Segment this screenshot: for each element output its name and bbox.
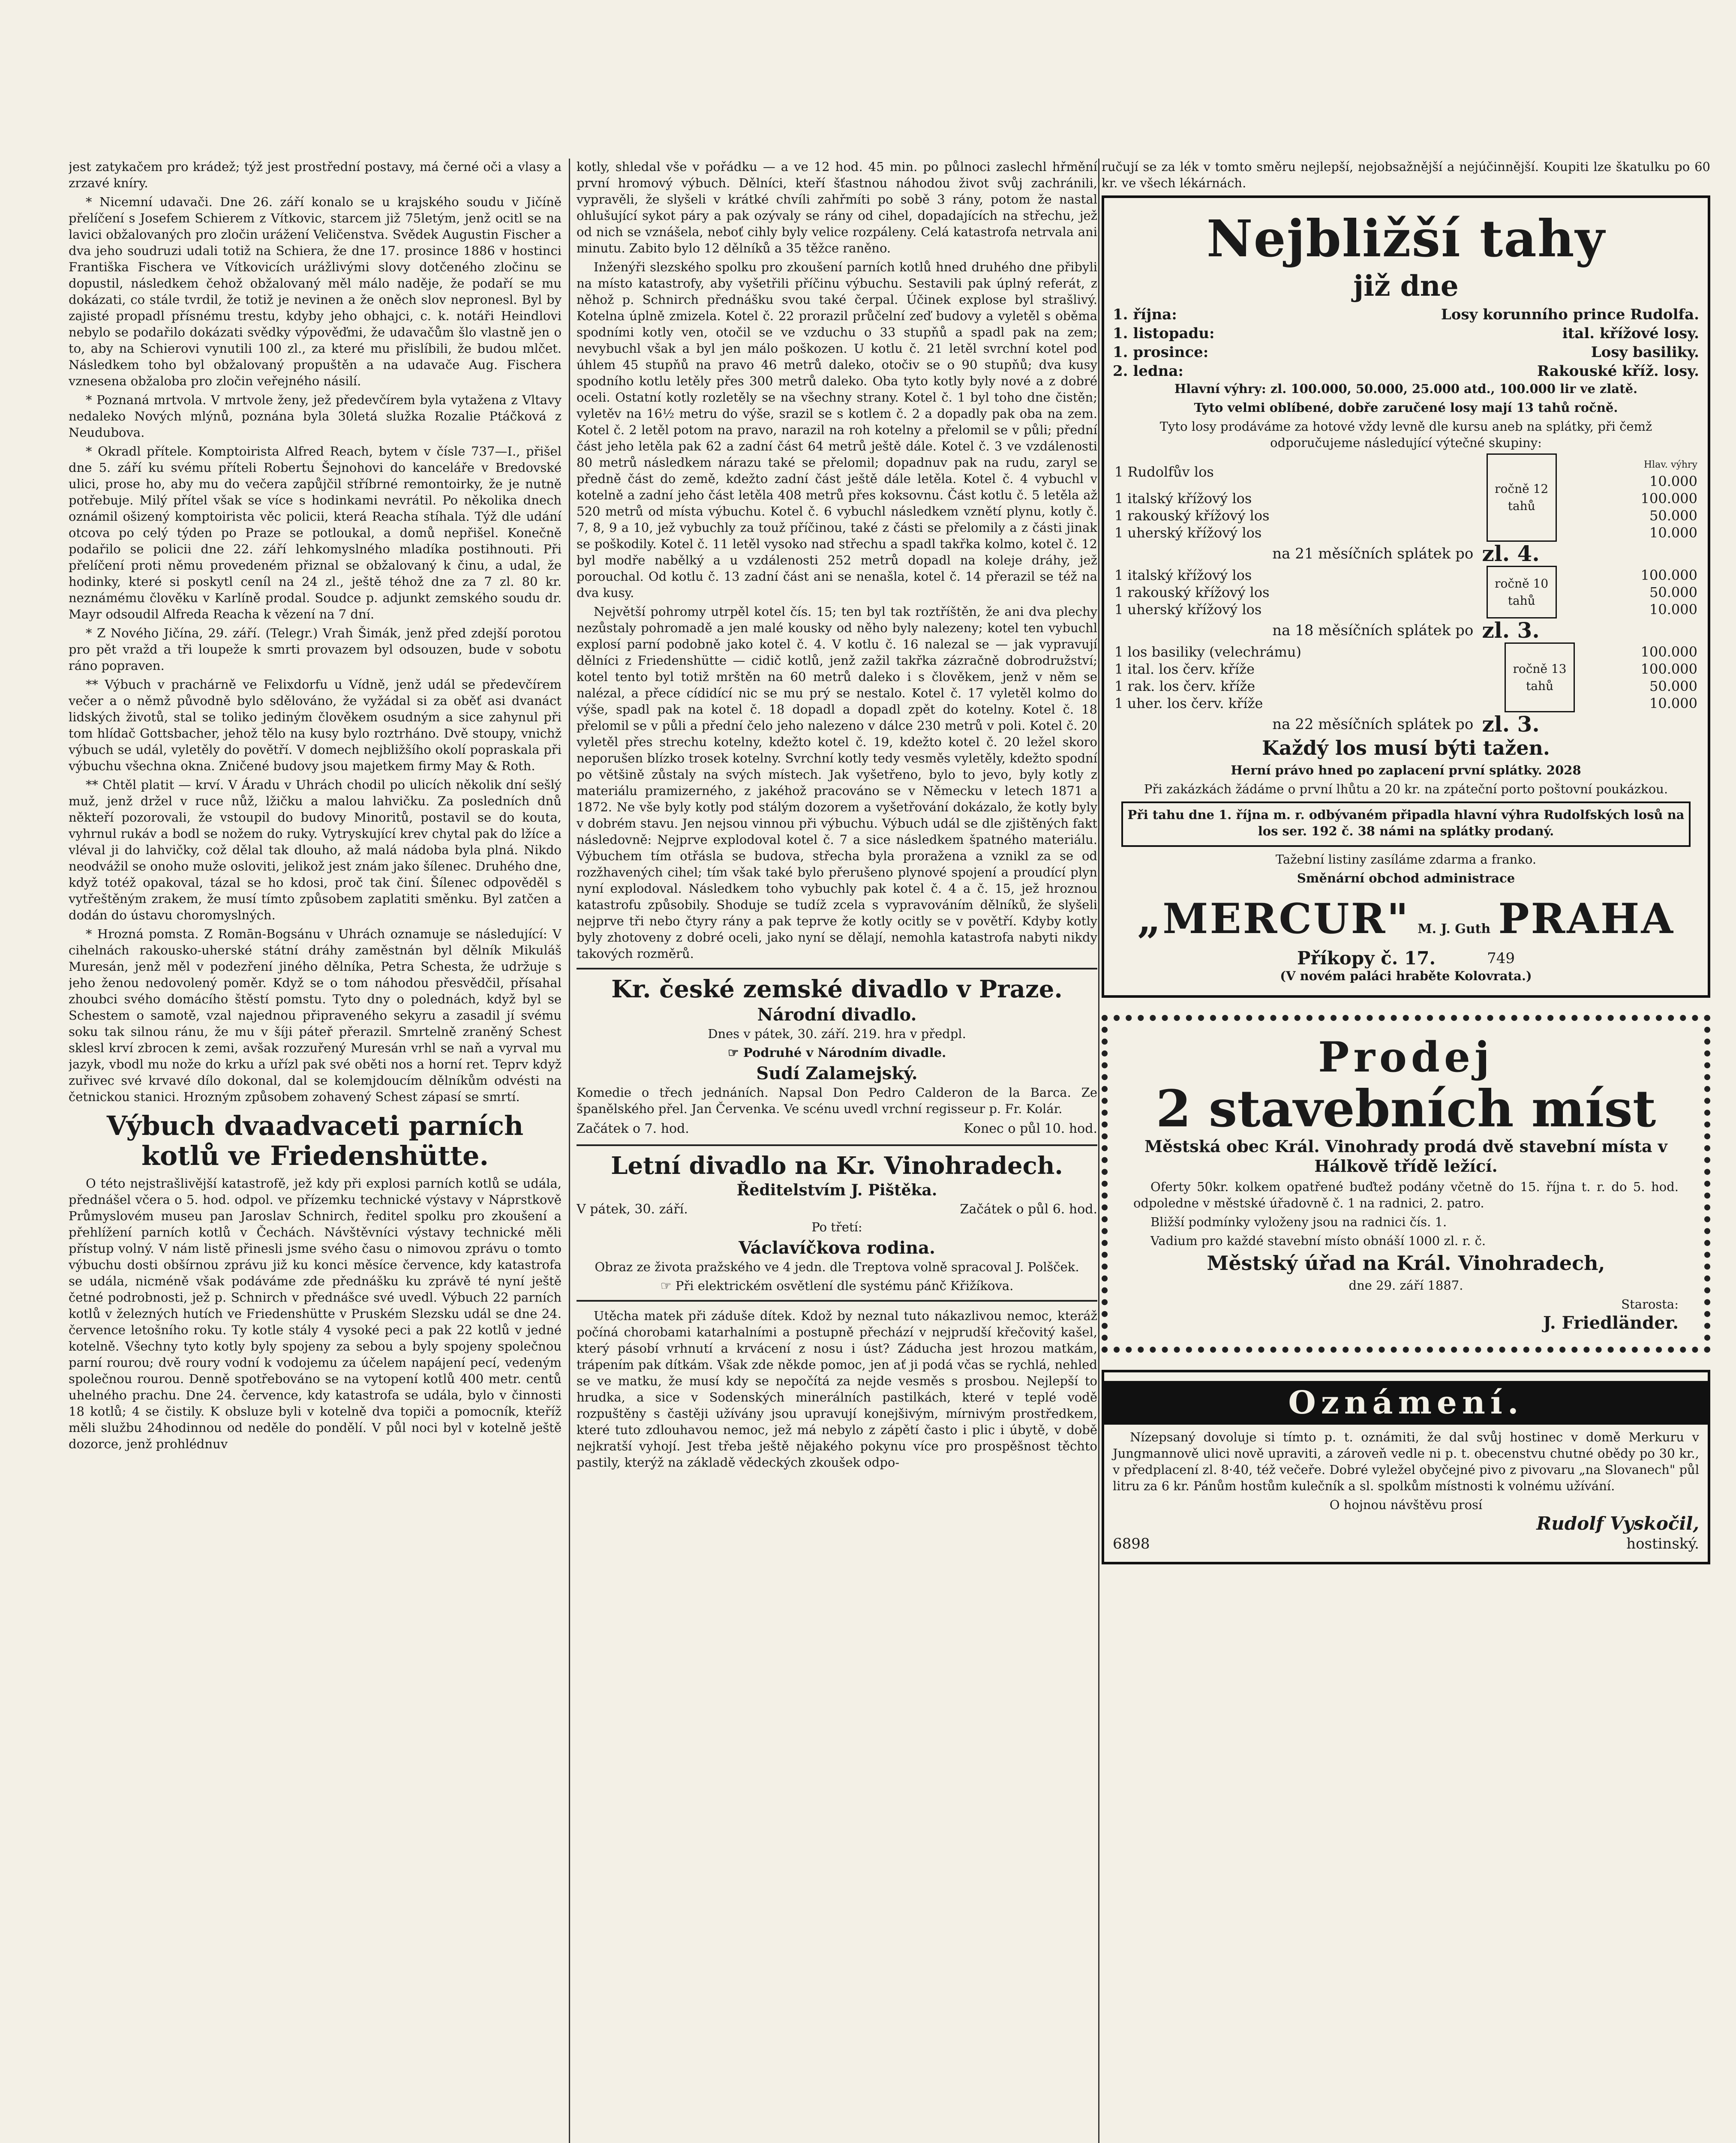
theatre-end: Konec o půl 10. hod.: [964, 1121, 1097, 1136]
prize-header: Hlav. výhry: [1643, 459, 1697, 470]
paragraph: * Poznaná mrtvola. V mrtvole ženy, jež předevčírem byla vytažena z Vltavy nedaleko Nových mlýnů, poznána byla 30letá služka Rozalie Ptáčková z Neudubova.: [69, 393, 562, 440]
paragraph: * Z Nového Jičína, 29. září. (Telegr.) Vrah Šimák, jenž před zdejší porotou pro pět vražd a tři loupeže k smrti provazem byl odsouzen, bude v sobotu ráno popraven.: [69, 626, 562, 673]
line-text: Losy korunního prince Rudolfa.: [1441, 306, 1699, 323]
lottery-line: [1113, 324, 1699, 343]
group-value: 10.000: [1649, 524, 1697, 541]
lottery-group-3: [1113, 642, 1699, 712]
theatre-date: V pátek, 30. září.: [577, 1202, 688, 1217]
theatre-subtitle: Národní divadlo.: [757, 1005, 917, 1025]
paragraph: * Okradl přítele. Komptoirista Alfred Reach, bytem v čísle 737—I., přišel dne 5. září ku svému příteli Robertu Šejnohovi do kanceláře v Bredovské ulici, prose ho, aby mu do večera zapůjčil stříbrné remontoirky, že je nutně potřebuje. Milý přítel však se více s hodinkami nevrátil. Po několika dnech oznámil ošizený komptoirista věc policii, která Reacha stíhala. Týž dle udání otcova po celý týden po Praze se potloukal, a domů nepřišel. Konečně podařilo se policii dne 22. září lehkomyslného mladíka postihnouti. Při přelíčení proti němu provedeném přiznal se obžalovaný k činu, a udal, že hodinky, které si poskytl ceníl na 24 zl., ještě téhož dne za 7 zl. 80 kr. neznámému člověku v Karlíně prodal. Soudce p. adjunkt zemského soudu dr. Mayr odsoudil Alfreda Reacha k vězení na 7 dní.: [69, 444, 562, 621]
group-item: 1 italský křížový los: [1114, 567, 1252, 583]
theatre-desc: Obraz ze života pražského ve 4 jedn. dle Treptova volně spracoval J. Polšček.: [595, 1260, 1079, 1274]
group-item: 1 rakouský křížový los: [1114, 507, 1270, 524]
group-item: 1 uherský křížový los: [1114, 601, 1262, 618]
group-value-text: 10.000: [1649, 473, 1697, 489]
paragraph: Inženýři slezského spolku pro zkoušení parních kotlů hned druhého dne přibyli na místo katastrofy, aby vyšetřili příčinu výbuchu. Sestavili pak úplný referát, z něhož p. Schnirch přednášku svou také čerpal. Účinek explose byl strašlivý. Kotelna úplně zmizela. Kotel č. 22 prorazil průčelní zeď budovy a vyletěl s oběma spodními kotly ven, otočil se ve vzduchu o 33 stupňů a spadl pak na zem; nevybuchl však a byl jen málo poškozen. U kotlu č. 21 letěl svrchní kotel pod úhlem 45 stupňů na pravo 46 metrů daleko, otočiv se o 90 stupňů; dva kusy spodního kotlu letěly přes 300 metrů daleko. Oba tyto kotly byly nové a z dobré oceli. Ostatní kotly rozletěly se na všechny strany. Kotel č. 1 byl toho dne čistěn; vyletěv na 16½ metru do výše, srazil se s kotlem č. 2 a dopadly pak oba na zem. Kotel č. 2 letěl potom na pravo, narazil na roh kotelny a přelomil se v půli; přední část jeho letěla pak 62 a zadní část 64 metrů ještě dále. Kotel č. 3 ve vzdálenosti 80 metrů následkem nárazu také se přelomil; dopadnuv pak na rudu, zaryl se předně část do země, kdežto zadní část ještě dále letěla. Kotel č. 4 vybuchl v kotelně a zadní jeho část letěla 408 metrů přes koksovnu. Část kotlu č. 5 letěla až 520 metrů od místa výbuchu. Kotel č. 6 vybuchl následkem vznětí plynu, kotly č. 7, 8, 9 a 10, jež vybuchly za touž příčinou, také z části se přelomily a z části jinak se poškodily. Kotel č. 11 letěl vysoko nad střechu a spadl takřka kolmo, kotel č. 12 byl modře nabělký a u vzdálenosti 252 metrů dopadl na koleje dráhy, jež porouchal. Od kotlu č. 13 zadní část ani se nenašla, kotel č. 14 přerazil se též na dva kusy.: [577, 260, 1097, 600]
theatre-times: [577, 1120, 1097, 1138]
theatre-note-text: Podruhé v Národním divadle.: [743, 1045, 946, 1060]
boxed-note: [1121, 801, 1691, 847]
lottery-prizes: Hlavní výhry: zl. 100.000, 50.000, 25.000 atd., 100.000 lir ve zlatě.: [1174, 381, 1638, 396]
sale-headline: 2 stavebních míst: [1156, 1079, 1656, 1138]
theatre-ad-2: [577, 1152, 1097, 1294]
theatre-note: [577, 1044, 1097, 1061]
free-lists: Tažební listiny zasíláme zdarma a franko.: [1275, 852, 1537, 867]
group-value: 100.000: [1640, 490, 1697, 507]
ref-number: 2028: [1546, 763, 1581, 777]
line-date: 1. prosince:: [1113, 344, 1209, 361]
hand-icon: ☞: [660, 1279, 676, 1293]
column-1: [69, 159, 562, 2143]
theatre-start: Začátek o půl 6. hod.: [960, 1202, 1097, 1217]
line-text: Rakouské kříž. losy.: [1537, 363, 1699, 380]
lottery-popular: Tyto velmi oblíbené, dobře zaručené losy mají 13 tahů ročně.: [1194, 400, 1618, 415]
paragraph: ** Výbuch v prachárně ve Felixdorfu u Vídně, jenž udál se předevčírem večer a o němž původně bylo sdělováno, že vyžádal si za oběť asi dvanáct lidských životů, stal se toliko jediným člověkem osudným a sice zahynul při tom hlídač Gottsbacher, jehož tělo na kusy bylo roztrháno. Dvě stoupy, vnichž výbuch se udál, vyletěly do povětří. V domech nejbližšího okolí popraskala při výbuchu všechna okna. Zničené budovy jsou majetkem firmy May & Roth.: [69, 677, 562, 773]
sale-title: Prodej: [1318, 1033, 1494, 1081]
theatre-third: Po třetí:: [811, 1220, 862, 1234]
announcement-role: hostinský.: [1626, 1535, 1699, 1552]
sale-name: J. Friedländer.: [1543, 1313, 1679, 1333]
installments-text: na 21 měsíčních splátek po: [1272, 545, 1474, 562]
installments-amount: zl. 3.: [1482, 711, 1540, 737]
group-box: ročně 12 tahů: [1487, 454, 1556, 541]
theatre-play: Sudí Zalamejský.: [756, 1063, 918, 1084]
paragraph: O této nejstrašlivější katastrofě, jež kdy při explosi parních kotlů se udála, přednášel včera o 5. hod. odpol. ve přízemku technické výstavy v Náprstkově Průmyslovém museu pan Jaroslav Schnirch, ředitel spolku pro zkoušení a přehlížení parních kotlů v Čechách. Návštěvníci výstavy technické měli přístup volný. V nám listě přinesli jsme svého času o nimovou zprávu o tomto výbuchu dosti obšírnou zprávu již ku konci měsíce července, kdy katastrofa se udála, nicméně však podáváme zde přednášku ku zprávě té nyní ještě četné podrobnosti, jež p. Schnirch v přednášce své uvedl. Výbuch 22 parních kotlů v železných hutích ve Friedenshütte v Pruském Slezsku udál se dne 24. července letošního roku. Ty kotle stály 4 vysoké peci a pak 22 kotlů v jedné kotelně. Všechny tyto kotly byly spojeny za sebou a byly spojeny společnou parní rourou; dvě roury vodní k vodojemu za účelem napájení pecí, vedeným společnou rourou. Denně spotřebováno se na vytopení kotlů 400 metr. centů uhelného prachu. Dne 24. července, kdy katastrofa se udála, bylo v činnosti 18 kotlů; 4 se čistily. K obsluze byli v kotelně dva topiči a pomocník, kteříž měli službu 24hodinnou od neděle do pondělí. V půl noci byl v kotelně ještě dozorce, jenž prohlédnuv: [69, 1176, 562, 1451]
group-value: 100.000: [1640, 643, 1697, 660]
theatre-title: Letní divadlo na Kr. Vinohradech.: [611, 1152, 1063, 1180]
group-value: 50.000: [1649, 584, 1697, 600]
group-installments: [1113, 541, 1699, 566]
sale-date: dne 29. září 1887.: [1349, 1278, 1463, 1293]
sale-text-1: Městská obec Král. Vinohrady prodá dvě stavební místa v Hálkově třídě ležící.: [1144, 1137, 1667, 1176]
lottery-sell: Tyto losy prodáváme za hotové vždy levně dle kursu aneb na splátky, při čemž odporučujeme následující výtečné skupiny:: [1159, 419, 1652, 450]
group-item: 1 uherský křížový los: [1114, 524, 1262, 541]
hand-icon: ☞: [727, 1045, 743, 1060]
divider: [577, 1300, 1097, 1302]
group-item: 1 rak. los červ. kříže: [1114, 678, 1255, 694]
theatre-date: Dnes v pátek, 30. září. 219. hra v předpl.: [708, 1026, 966, 1041]
land-sale-ad: [1102, 1015, 1710, 1353]
lottery-group-1: [1113, 453, 1699, 542]
theatre-times: [577, 1200, 1097, 1219]
lottery-line: [1113, 362, 1699, 381]
column-3: [1102, 159, 1710, 2143]
lottery-ad: [1102, 195, 1710, 998]
sale-text-4: Vadium pro každé stavební místo obnáší 1000 zl. r. č.: [1150, 1234, 1486, 1248]
installments-text: na 18 měsíčních splátek po: [1272, 622, 1474, 639]
column-rule: [569, 159, 570, 2143]
announcement-ad: [1102, 1370, 1710, 1564]
theatre-note-text: Při elektrickém osvětlení dle systému pánč Křižíkova.: [675, 1279, 1014, 1293]
group-item: 1 ital. los červ. kříže: [1114, 660, 1255, 677]
paragraph: * Nicemní udavači. Dne 26. září konalo se u krajského soudu v Jičíně přelíčení s Josefem Schierem z Vítkovic, starcem již 75letým, jenž ocitl se na lavici obžalovaných pro zločin urážení Veličenstva. Svědek Augustin Fischer a dva jeho soudruzi udali totiž na Schiera, že dne 17. prosince 1886 v hostinci Františka Fischera ve Vítkovicích urážlivými slovy dotčeného zločinu se dopustil, následkem čehož obžalovaný měl málo naděje, že podaří se mu dokázati, co stále tvrdil, že totiž je nevinen a že oněch slov nepronesl. Byl by zajisté propadl přísnému trestu, kdyby jeho obhajci, c. k. notáři Heindlovi nebylo se podařilo dokázati svědky výpověďmi, že udavačům šlo vlastně jen o to, aby na Schierovi vynutili 100 zl., za které mu přislíbili, že budou mlčet. Následkem toho byl obžalovaný propuštěn a na udavače Aug. Fischera vznesena obžaloba pro zločin veřejného násilí.: [69, 195, 562, 388]
group-box: ročně 13 tahů: [1505, 643, 1574, 712]
line-date: 1. října:: [1113, 306, 1177, 323]
group-value: 100.000: [1640, 567, 1697, 583]
lottery-group-2: [1113, 566, 1699, 618]
group-item: 1 uher. los červ. kříže: [1114, 695, 1263, 711]
theatre-title: Kr. české zemské divadlo v Praze.: [611, 975, 1063, 1003]
paragraph: Největší pohromy utrpěl kotel čís. 15; ten byl tak roztříštěn, že ani dva plechy nezůstaly pohromadě a jen malé kousky od něho byly nalezeny; kotel ten vybuchl explosí parní podobně jako kotel č. 4. V kotlu č. 16 nalezal se — jak vypravují dělníci z Friedenshütte — cidič kotlů, jenž zažil takřka zázračně dobrodružství; kotel tento byl totiž mrštěn na 60 metrů daleko i s člověkem, jenž v něm se nalézal, a přece cídidící nic se mu prý se nestalo. Kotel č. 17 vyletěl kolmo do výše, spadl pak na kotel č. 18 dopadl a dopadl zpět do kotelny. Kotel č. 18 přelomil se v půli a přední čelo jeho nalezeno v dálce 230 metrů v poli. Kotel č. 20 vyletěl přes strechu kotelny, kdežto kotel č. 19, kdežto kotel č. 20 ležel skoro neporušen blízko trosek kotelny. Svrchní kotly tedy vesměs vyletěly, kdežto spodní po většině zůstaly na svých místech. Jak vyšetřeno, bylo to jevo, byly kotly z materiálu pramizerného, z jakéhož pracováno se v Německu v letech 1871 a 1872. Ne vše byly kotly pod stálým dozorem a vyšetřování dokázalo, že kotly byly v dobrém stavu. Jen nejsou vinnou při výbuchu. Výbuch udál se dle zjištěných fakt následovně: Nejprve explodoval kotel č. 7 a sice následkem špatného materiálu. Výbuchem tím otřásla se budova, střecha byla proražena a vznikl za se od rozžhavených cihel; tím však také bylo přerušeno plynové spojení a proudící plyn nyní explodoval. Následkem toho vybuchly pak kotel č. 4 a č. 15, jež hroznou katastrofu způsobily. Shoduje se tudíž zcela s vypravováním dělníků, že slyšeli nejprve tři nebo čtyry rány a pak teprve že kotly ocitly se v povětří. Kdyby kotly byly zhotoveny z dobré oceli, jako nyní se dělají, nemohla katastrofa nabyti nikdy takových rozměrů.: [577, 604, 1097, 961]
divider: [577, 1144, 1097, 1146]
group-installments: [1113, 618, 1699, 643]
paragraph: jest zatykačem pro krádež; týž jest prostřední postavy, má černé oči a vlasy a zrzavé kníry.: [69, 159, 562, 190]
group-value: 100.000: [1640, 660, 1697, 677]
office: Směnární obchod administrace: [1297, 871, 1515, 885]
announcement-title: Oznámení.: [1104, 1381, 1708, 1425]
group-item: 1 rakouský křížový los: [1114, 584, 1270, 600]
announcement-closing: O hojnou návštěvu prosí: [1329, 1498, 1483, 1512]
address-line: [1113, 949, 1699, 968]
mercur-owner: M. J. Guth: [1418, 921, 1491, 936]
lottery-line: [1113, 343, 1699, 362]
group-value: [1556, 454, 1699, 490]
group-installments: [1113, 711, 1699, 737]
paragraph: ** Chtěl platit — krví. V Áradu v Uhrách chodil po ulicích několik dní sešlý muž, jenž držel v ruce nůž, lžičku a malou lahvičku. Za posledních dnů někteří pozorovali, že vstoupil do budovy Minoritů, postavil se do kouta, vyhrnul rukáv a bodl se nožem do ruky. Vytryskující krev chytal pak do lžíce a vléval ji do lahvičky, což dělal tak dlouho, až malá nádoba byla plná. Nikdo neodvážil se onoho muže osloviti, jelikož jest znám jako šílenec. Druhého dne, když totéž opakoval, tázal se ho kdosi, proč tak činí. Šílenec odpověděl s vytřeštěným zrakem, že musí tímto způsobem zaplatiti směnku. Byl zatčen a dodán do ústavu choromyslných.: [69, 777, 562, 922]
announcement-num: 6898: [1113, 1535, 1150, 1552]
theatre-start: Začátek o 7. hod.: [577, 1121, 689, 1136]
group-item: 1 Rudolfův los: [1114, 464, 1214, 480]
group-item: 1 italský křížový los: [1114, 490, 1252, 507]
group-value: 10.000: [1649, 601, 1697, 618]
theatre-subtitle: Ředitelstvím J. Pištěka.: [736, 1181, 937, 1199]
group-value: 50.000: [1649, 507, 1697, 524]
sale-starosta: Starosta:: [1621, 1297, 1679, 1312]
lottery-line: [1113, 305, 1699, 324]
boxed-note-text: Při tahu dne 1. října m. r. odbývaném připadla hlavní výhra Rudolfských losů na los ser. 192 č. 38 námi na splátky prodaný.: [1127, 807, 1685, 838]
group-box: ročně 10 tahů: [1487, 567, 1556, 618]
announcement-name: Rudolf Vyskočil,: [1536, 1513, 1699, 1534]
sale-office: Městský úřad na Král. Vinohradech,: [1207, 1252, 1605, 1275]
right-line-text: Herní právo hned po zaplacení první splátky.: [1231, 763, 1542, 777]
theatre-play: Václavíčkova rodina.: [739, 1238, 935, 1258]
address: Příkopy č. 17.: [1297, 948, 1436, 969]
sale-text-2: Oferty 50kr. kolkem opatřené buďtež podány včetně do 15. října t. r. do 5. hod. odpoledne v městské úřadovně č. 1 na radnici, 2. patro.: [1133, 1180, 1679, 1210]
lottery-title: Nejbližší tahy: [1206, 209, 1606, 268]
group-value: 10.000: [1649, 695, 1697, 711]
line-text: Losy basiliky.: [1591, 344, 1699, 361]
palace: (V novém paláci hraběte Kolovrata.): [1280, 969, 1532, 983]
right-line: [1113, 762, 1699, 778]
divider: [577, 968, 1097, 969]
installments-amount: zl. 3.: [1482, 618, 1540, 643]
announcement-footer: [1113, 1534, 1699, 1553]
paragraph: * Hrozná pomsta. Z Romān-Bogsánu v Uhrách oznamuje se následující: V cihelnách rakousko-uherské státní dráhy zaměstnán byl dělník Mikuláš Muresán, jenž měl v podezření jiného dělníka, Petra Schesta, že udržuje s jeho ženou nedovolený poměr. Když se o tom náhodou přesvědčil, přísahal zhoubci svého domácího štěstí pomstu. Tyto dny o polednách, když byl se Schestem o samotě, vzal najednou připraveného sekyru a zasadil jí svému soku tak silnou ránu, že mu v šíji páteř přerazil. Smrtelně zraněný Schest sklesl krví zbrocen k zemi, avšak rozzuřený Muresán vrhl se naň a vyrval mu jazyk, vbodl mu nože do krku a uřízl pak své oběti nos a horní ret. Teprv když zuřivec své krvavé dílo dokonal, dal se kolemjdoucím dělníkům odvésti na četnickou stanici. Hrozným způsobem zohavený Schest zápasí se smrtí.: [69, 927, 562, 1104]
order-text: Při zakázkách žádáme o první lhůtu a 20 kr. na zpáteční porto poštovní poukázkou.: [1144, 782, 1668, 796]
announcement-text: Nízepsaný dovoluje si tímto p. t. oznámiti, že dal svůj hostinec v domě Merkuru v Jungmannově ulici nově upraviti, a zároveň vedle ni p. t. obecenstvu chutné obědy po 30 kr., v předplacení zl. 8·40, též večeře. Dobré vyležel obyčejné pivo z pivovaru „na Slovanech" půl litru za 6 kr. Pánům hostům kulečník a sl. spolkům místnosti k volnému užívání.: [1113, 1430, 1699, 1493]
mercur-name: „MERCUR": [1137, 894, 1410, 943]
mercur-line: [1113, 889, 1699, 949]
paragraph: ručují se za lék v tomto směru nejlepší, nejobsažnější a nejúčinnější. Koupiti lze škatulku po 60 kr. ve všech lékárnách.: [1102, 159, 1710, 190]
installments-amount: zl. 4.: [1482, 541, 1540, 566]
line-date: 2. ledna:: [1113, 363, 1183, 380]
sale-text-3: Bližší podmínky vyloženy jsou na radnici čís. 1.: [1150, 1215, 1447, 1229]
theatre-desc: Komedie o třech jednáních. Napsal Don Pedro Calderon de la Barca. Ze španělského přel. Jan Červenka. Ve scénu uvedl vrchní regisseur p. Fr. Kolár.: [577, 1085, 1097, 1116]
column-2: [577, 159, 1097, 2143]
mercur-city: PRAHA: [1498, 894, 1675, 943]
line-date: 1. listopadu:: [1113, 325, 1215, 342]
column-rule: [1098, 159, 1099, 2143]
line-text: ital. křížové losy.: [1562, 325, 1699, 342]
paragraph: kotly, shledal vše v pořádku — a ve 12 hod. 45 min. po půlnoci zaslechl hřmění první hromový výbuch. Dělníci, kteří šťastnou náhodou život svůj zachránili, vypravěli, že slyšeli v krátké chvíli zahřmíti po sobě 3 rány, potom že nastal ohlušující sykot páry a pak ozývaly se rány od cihel, dopadajících na střechu, jež od nich se vznášela, neboť cihly byly velice rozpáleny. Celá katastrofa netrvala ani minutu. Zabito bylo 12 dělníků a 35 těžce raněno.: [577, 159, 1097, 255]
group-item: 1 los basiliky (velechrámu): [1114, 643, 1301, 660]
ad-number: 749: [1487, 950, 1515, 967]
lottery-subtitle: již dne: [1353, 269, 1459, 303]
paragraph: Utěcha matek při záduše dítek. Kdož by neznal tuto nákazlivou nemoc, kteráž počíná chorobami katarhalními a postupně přechází v nejprudší křečovitý kašel, který pásobí vrhnutí a krvácení z nosu i úst? Záducha jest hrozou matkám, trápením pak dítkám. Však zde někde pomoc, jen ať ji podá včas se rychlá, nehled se ve matku, že musí kdy se nepočítá za nejde vesměs s prosbou. Nejlepší to hrudka, a sice v Sodenských minerálních pastilkách, které v teplé vodě rozpuštěny s častěji užívány jsou upravují konejšivým, mírnivým prostředkem, které tuto zdlouhavou nemoc, jež má nebylo z zápětí často i plic i úbytě, v době nejkratší vyhojí. Jest třeba ještě nějakého pokynu více pro prospěšnost těchto pastily, kterýž na základě vědeckých zkoušek odpo-: [577, 1309, 1097, 1470]
group-value: 50.000: [1649, 678, 1697, 694]
installments-text: na 22 měsíčních splátek po: [1272, 716, 1474, 733]
theatre-ad-1: [577, 975, 1097, 1138]
theatre-note: [577, 1278, 1097, 1294]
section-title: Výbuch dvaadvaceti parních kotlů ve Friedenshütte.: [106, 1110, 524, 1171]
every-draw: Každý los musí býti tažen.: [1262, 736, 1550, 759]
